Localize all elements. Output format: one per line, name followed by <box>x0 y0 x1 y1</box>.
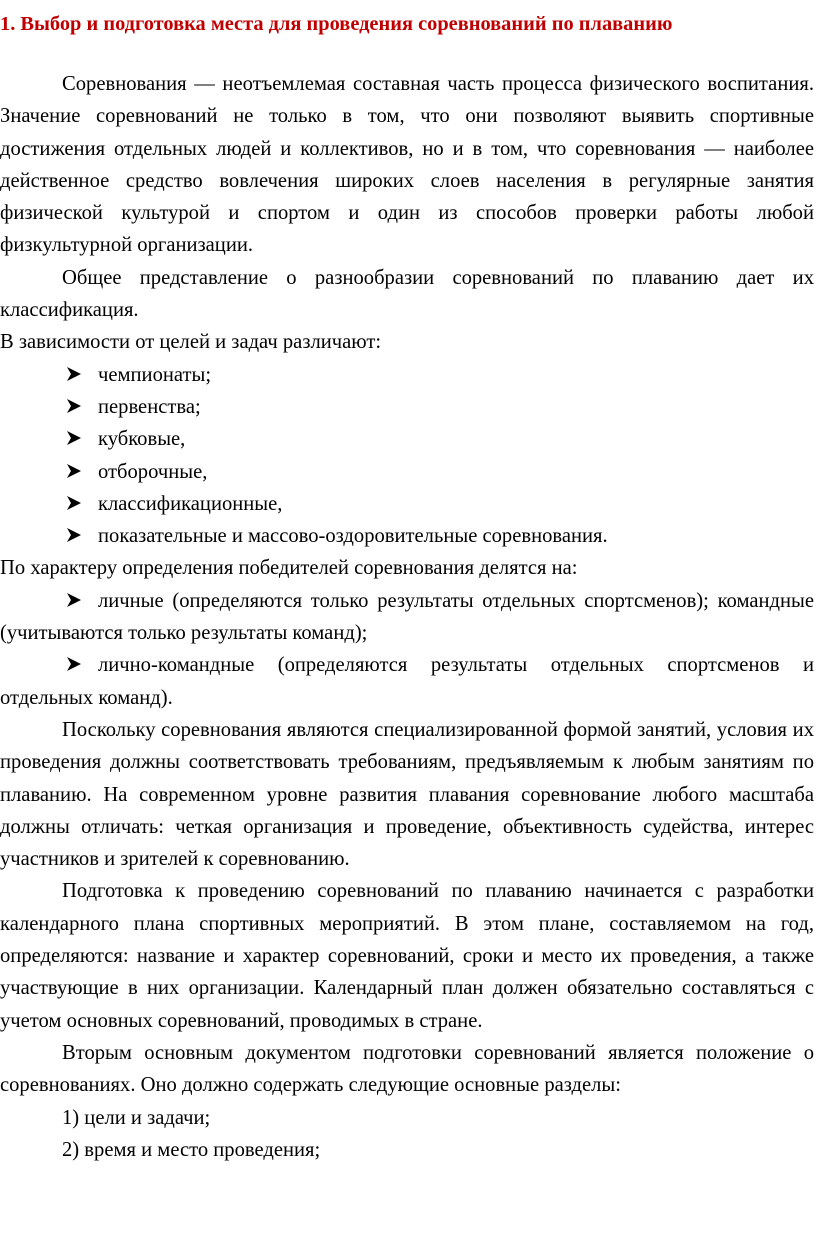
list-item: кубковые, <box>0 423 814 455</box>
arrowhead-bullet-icon <box>66 359 86 391</box>
list-item: 2) время и место проведения; <box>62 1138 321 1161</box>
paragraph-2: Общее представление о разнообразии соревнований по плаванию дает их классификация. <box>0 266 814 322</box>
arrowhead-bullet-icon <box>66 423 86 455</box>
arrowhead-bullet-icon <box>66 391 86 423</box>
arrowhead-bullet-icon <box>66 488 86 520</box>
winner-list <box>0 585 814 714</box>
paragraph-1: Соревнования — неотъемлемая составная часть процесса физического воспитания. Значение соревнований не только в том, что они позволяют выявить спортивные достижения отдельных людей и коллективов, но и в том, что соревнования — наиболее действенное средство вовлечения широких слоев населения в регулярные занятия физической культурой и спортом и один из способов проверки работы любой физкультурной организации. <box>0 73 814 257</box>
list-item: личные (определяются только результаты отдельных спортсменов); командные (учитываются только результаты команд); <box>0 585 814 650</box>
list-item: лично-командные (определяются результаты отдельных спортсменов и отдельных команд). <box>0 649 814 714</box>
list-item: показательные и массово-оздоровительные соревнования. <box>0 520 814 552</box>
paragraph-7: Вторым основным документом подготовки соревнований является положение о соревнованиях. Оно должно содержать следующие основные разделы: <box>0 1041 814 1097</box>
list-item: чемпионаты; <box>0 359 814 391</box>
arrowhead-bullet-icon <box>66 585 82 617</box>
list-item: классификационные, <box>0 488 814 520</box>
list-item: отборочные, <box>0 456 814 488</box>
goals-list <box>0 359 814 553</box>
list-item: первенства; <box>0 391 814 423</box>
section-heading: 1. Выбор и подготовка места для проведения соревнований по плаванию <box>0 13 673 35</box>
arrowhead-bullet-icon <box>66 456 86 488</box>
arrowhead-bullet-icon <box>66 520 86 552</box>
paragraph-3: В зависимости от целей и задач различают: <box>0 331 382 354</box>
paragraph-4: По характеру определения победителей соревнования делятся на: <box>0 557 578 580</box>
arrowhead-bullet-icon <box>66 649 82 681</box>
list-item: 1) цели и задачи; <box>62 1106 211 1129</box>
sections-list <box>0 1102 814 1167</box>
paragraph-6: Подготовка к проведению соревнований по плаванию начинается с разработки календарного плана спортивных мероприятий. В этом плане, составляемом на год, определяются: название и характер соревнований, сроки и место их проведения, а также участвующие в них организации. Календарный план должен обязательно составляться с учетом основных соревнований, проводимых в стране. <box>0 880 814 1032</box>
paragraph-5: Поскольку соревнования являются специализированной формой занятий, условия их проведения должны соответствовать требованиям, предъявляемым к любым занятиям по плаванию. На современном уровне развития плавания соревнование любого масштаба должны отличать: четкая организация и проведение, объективность судейства, интерес участников и зрителей к соревнованию. <box>0 718 814 871</box>
